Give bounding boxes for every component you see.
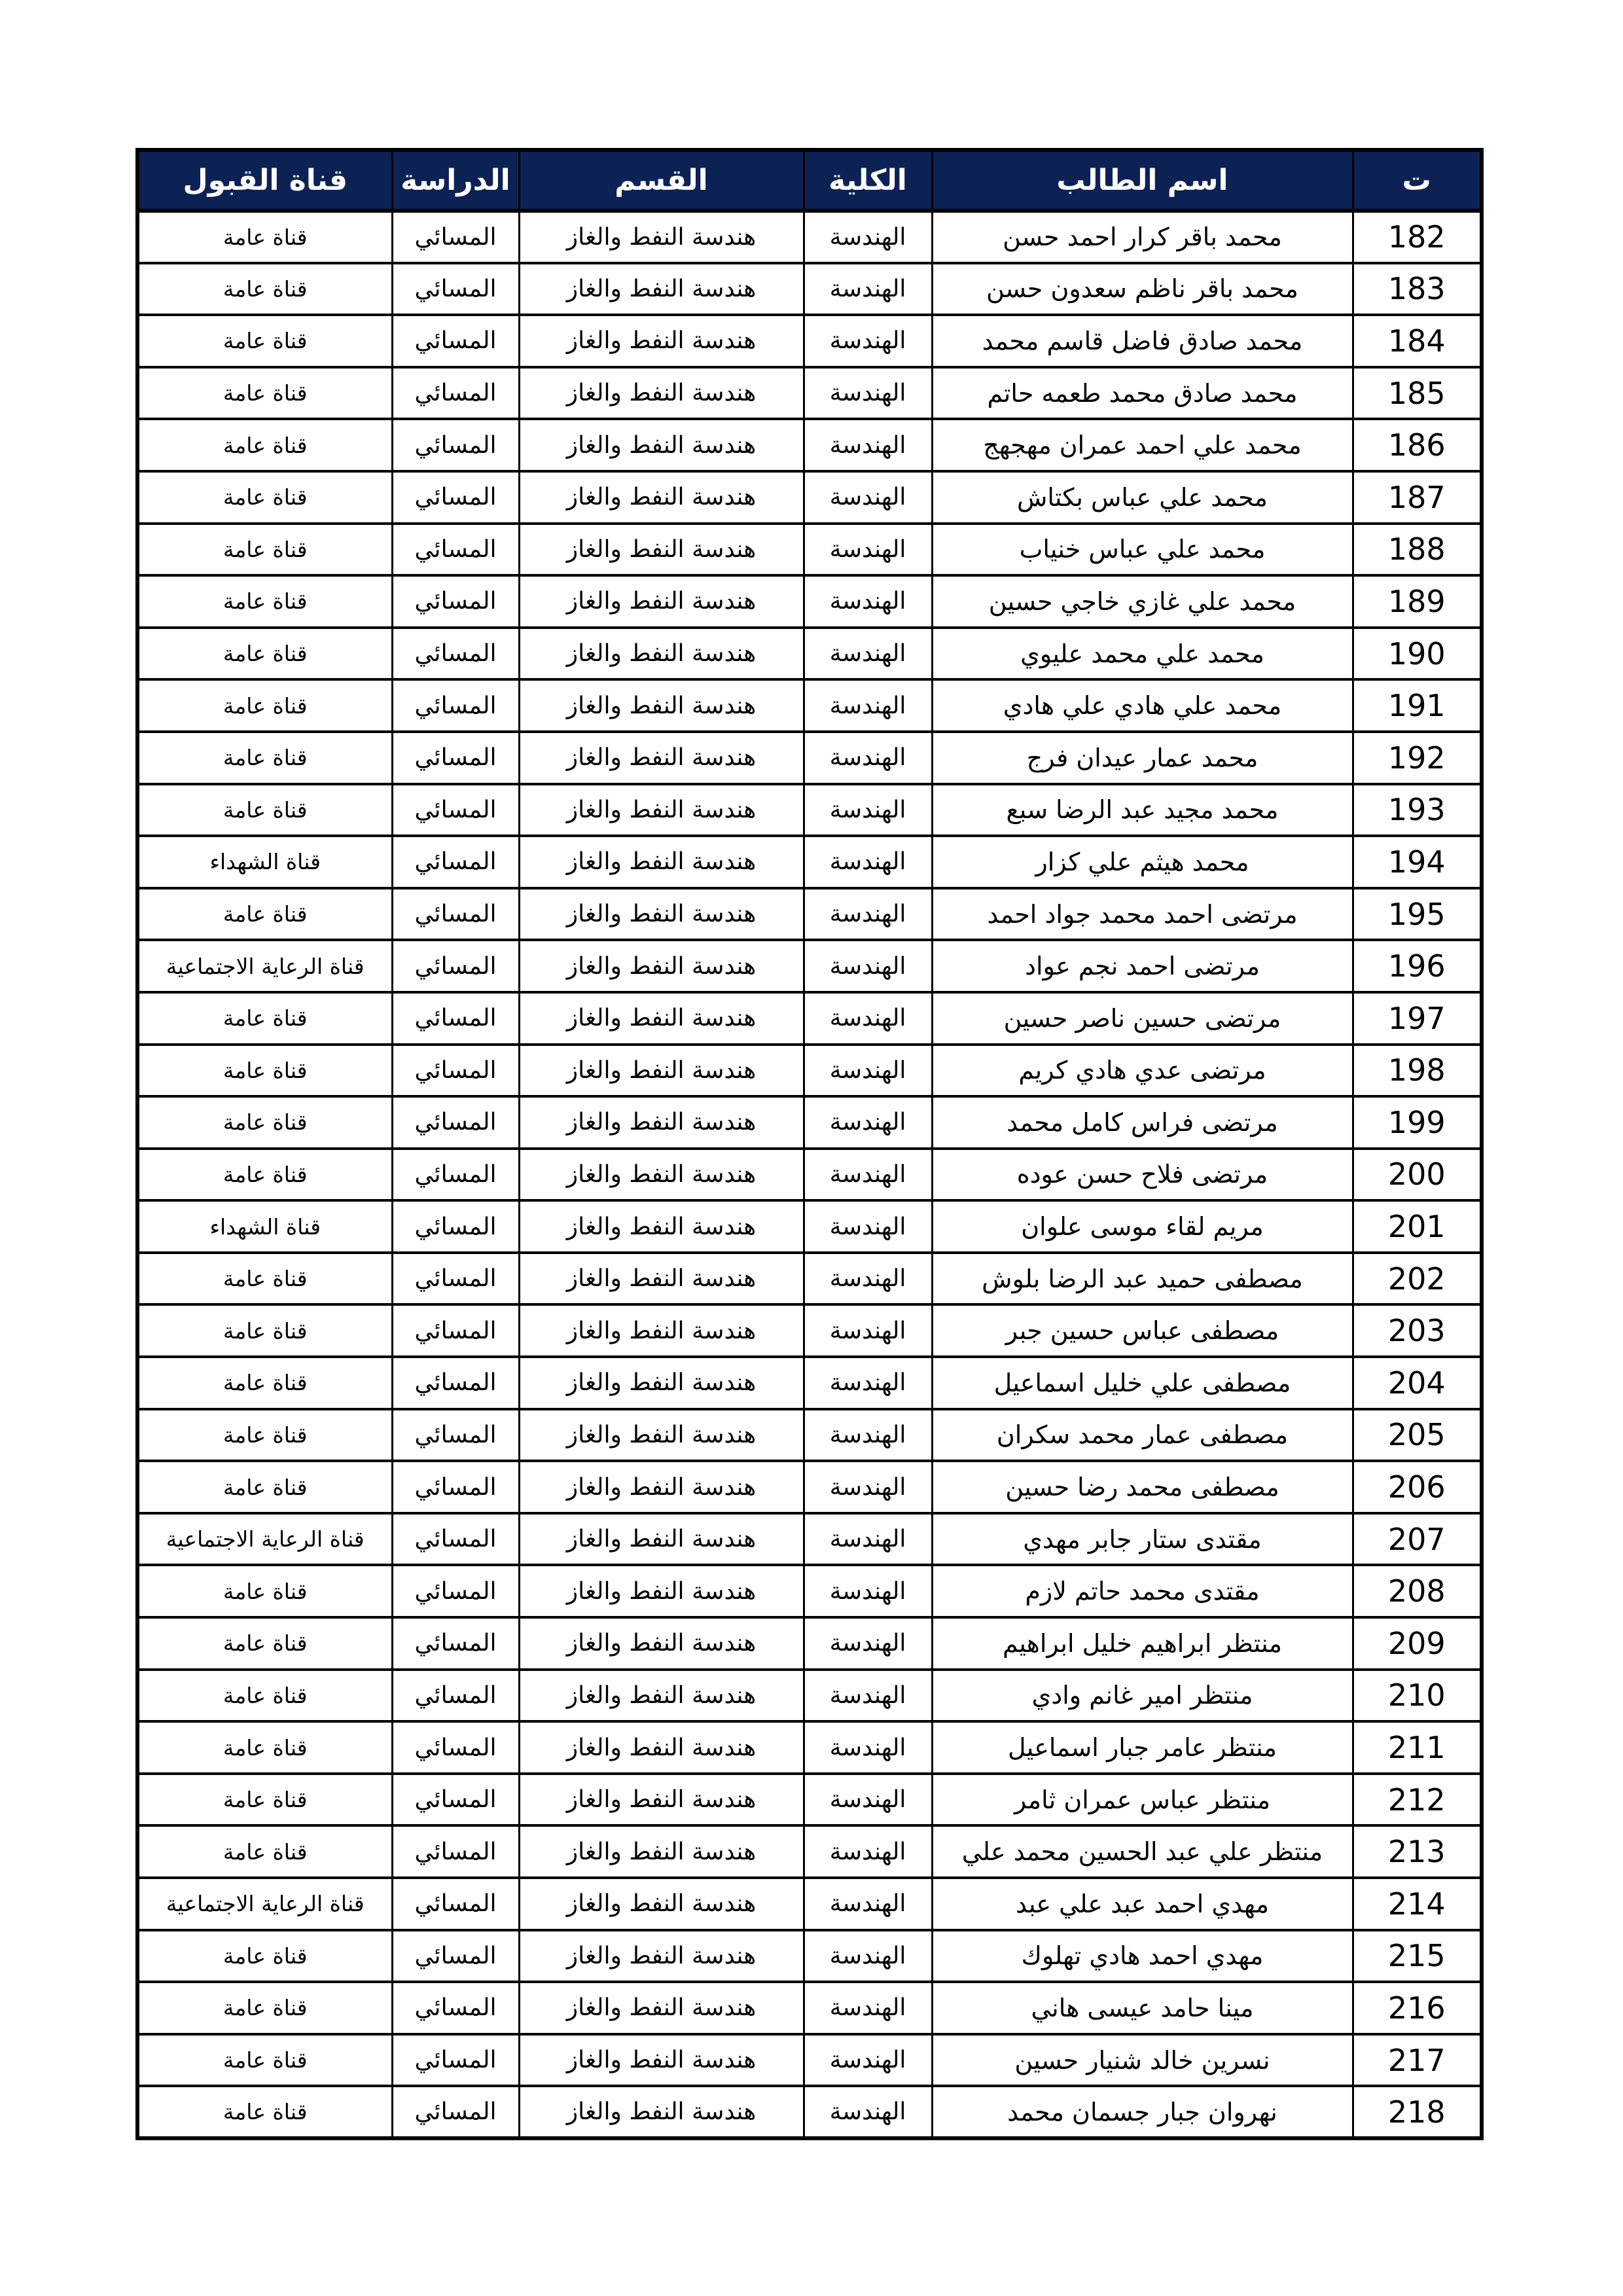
cell-serial: 214 — [1353, 1878, 1482, 1930]
cell-serial: 205 — [1353, 1409, 1482, 1462]
table-row — [137, 263, 1482, 315]
table-row — [137, 836, 1482, 888]
cell-admission-channel: قناة عامة — [137, 1825, 392, 1878]
cell-serial: 189 — [1353, 575, 1482, 628]
table-row — [137, 315, 1482, 367]
cell-study: المسائي — [392, 836, 519, 888]
cell-student-name: منتظر عامر جبار اسماعيل — [932, 1721, 1353, 1774]
table-row — [137, 888, 1482, 941]
cell-admission-channel: قناة عامة — [137, 419, 392, 471]
table-row — [137, 471, 1482, 524]
cell-admission-channel: قناة عامة — [137, 1409, 392, 1462]
cell-college: الهندسة — [804, 1253, 932, 1305]
cell-department: هندسة النفط والغاز — [519, 1774, 804, 1826]
cell-student-name: محمد علي هادي علي هادي — [932, 679, 1353, 732]
cell-study: المسائي — [392, 1357, 519, 1409]
cell-department: هندسة النفط والغاز — [519, 419, 804, 471]
cell-study: المسائي — [392, 1409, 519, 1462]
cell-admission-channel: قناة عامة — [137, 524, 392, 576]
cell-college: الهندسة — [804, 263, 932, 315]
cell-study: المسائي — [392, 628, 519, 680]
cell-college: الهندسة — [804, 575, 932, 628]
cell-study: المسائي — [392, 419, 519, 471]
cell-study: المسائي — [392, 1617, 519, 1670]
cell-admission-channel: قناة عامة — [137, 263, 392, 315]
cell-department: هندسة النفط والغاز — [519, 2034, 804, 2087]
cell-college: الهندسة — [804, 1357, 932, 1409]
cell-serial: 216 — [1353, 1982, 1482, 2034]
cell-college: الهندسة — [804, 1096, 932, 1149]
cell-department: هندسة النفط والغاز — [519, 524, 804, 576]
cell-admission-channel: قناة عامة — [137, 784, 392, 836]
cell-student-name: مرتضى فلاح حسن عوده — [932, 1149, 1353, 1201]
cell-department: هندسة النفط والغاز — [519, 1149, 804, 1201]
cell-admission-channel: قناة عامة — [137, 1461, 392, 1513]
cell-serial: 209 — [1353, 1617, 1482, 1670]
cell-admission-channel: قناة عامة — [137, 1253, 392, 1305]
cell-serial: 199 — [1353, 1096, 1482, 1149]
cell-department: هندسة النفط والغاز — [519, 315, 804, 367]
cell-department: هندسة النفط والغاز — [519, 732, 804, 784]
cell-serial: 212 — [1353, 1774, 1482, 1826]
cell-department: هندسة النفط والغاز — [519, 1982, 804, 2034]
cell-department: هندسة النفط والغاز — [519, 1409, 804, 1462]
cell-admission-channel: قناة الرعاية الاجتماعية — [137, 1878, 392, 1930]
cell-study: المسائي — [392, 1670, 519, 1722]
cell-student-name: نهروان جبار جسمان محمد — [932, 2086, 1353, 2138]
cell-college: الهندسة — [804, 784, 932, 836]
cell-study: المسائي — [392, 1565, 519, 1617]
cell-department: هندسة النفط والغاز — [519, 784, 804, 836]
table-row — [137, 1409, 1482, 1462]
cell-college: الهندسة — [804, 732, 932, 784]
cell-study: المسائي — [392, 1982, 519, 2034]
cell-college: الهندسة — [804, 1721, 932, 1774]
cell-department: هندسة النفط والغاز — [519, 1721, 804, 1774]
cell-study: المسائي — [392, 732, 519, 784]
cell-serial: 187 — [1353, 471, 1482, 524]
cell-serial: 202 — [1353, 1253, 1482, 1305]
cell-student-name: مرتضى احمد نجم عواد — [932, 940, 1353, 992]
cell-serial: 196 — [1353, 940, 1482, 992]
cell-college: الهندسة — [804, 1878, 932, 1930]
cell-admission-channel: قناة عامة — [137, 1304, 392, 1357]
cell-student-name: محمد باقر ناظم سعدون حسن — [932, 263, 1353, 315]
header-study: الدراسة — [392, 150, 519, 211]
cell-serial: 193 — [1353, 784, 1482, 836]
cell-student-name: محمد مجيد عبد الرضا سبع — [932, 784, 1353, 836]
table-row — [137, 1565, 1482, 1617]
cell-study: المسائي — [392, 367, 519, 420]
cell-serial: 190 — [1353, 628, 1482, 680]
cell-serial: 201 — [1353, 1200, 1482, 1253]
cell-department: هندسة النفط والغاز — [519, 471, 804, 524]
cell-serial: 183 — [1353, 263, 1482, 315]
cell-student-name: محمد علي محمد عليوي — [932, 628, 1353, 680]
cell-department: هندسة النفط والغاز — [519, 1513, 804, 1566]
cell-admission-channel: قناة عامة — [137, 211, 392, 263]
cell-department: هندسة النفط والغاز — [519, 888, 804, 941]
cell-department: هندسة النفط والغاز — [519, 1617, 804, 1670]
cell-student-name: مريم لقاء موسى علوان — [932, 1200, 1353, 1253]
table-row — [137, 679, 1482, 732]
cell-student-name: مصطفى عباس حسين جبر — [932, 1304, 1353, 1357]
cell-department: هندسة النفط والغاز — [519, 1045, 804, 1097]
cell-admission-channel: قناة عامة — [137, 1930, 392, 1982]
cell-admission-channel: قناة عامة — [137, 888, 392, 941]
cell-serial: 208 — [1353, 1565, 1482, 1617]
cell-college: الهندسة — [804, 1409, 932, 1462]
cell-serial: 184 — [1353, 315, 1482, 367]
table-row — [137, 628, 1482, 680]
cell-admission-channel: قناة عامة — [137, 679, 392, 732]
cell-study: المسائي — [392, 1304, 519, 1357]
cell-study: المسائي — [392, 524, 519, 576]
cell-department: هندسة النفط والغاز — [519, 836, 804, 888]
cell-admission-channel: قناة عامة — [137, 1721, 392, 1774]
cell-student-name: محمد باقر كرار احمد حسن — [932, 211, 1353, 263]
cell-student-name: مرتضى فراس كامل محمد — [932, 1096, 1353, 1149]
table-row — [137, 1253, 1482, 1305]
cell-serial: 204 — [1353, 1357, 1482, 1409]
header-student-name: اسم الطالب — [932, 150, 1353, 211]
cell-student-name: نسرين خالد شنيار حسين — [932, 2034, 1353, 2087]
cell-student-name: منتظر علي عبد الحسين محمد علي — [932, 1825, 1353, 1878]
cell-college: الهندسة — [804, 1982, 932, 2034]
cell-student-name: مصطفى علي خليل اسماعيل — [932, 1357, 1353, 1409]
table-row — [137, 1513, 1482, 1566]
cell-college: الهندسة — [804, 211, 932, 263]
cell-admission-channel: قناة عامة — [137, 2086, 392, 2138]
cell-department: هندسة النفط والغاز — [519, 263, 804, 315]
cell-department: هندسة النفط والغاز — [519, 2086, 804, 2138]
cell-study: المسائي — [392, 1149, 519, 1201]
cell-student-name: محمد هيثم علي كزار — [932, 836, 1353, 888]
cell-student-name: محمد صادق محمد طعمه حاتم — [932, 367, 1353, 420]
cell-admission-channel: قناة عامة — [137, 1617, 392, 1670]
cell-study: المسائي — [392, 940, 519, 992]
cell-college: الهندسة — [804, 992, 932, 1045]
cell-admission-channel: قناة عامة — [137, 628, 392, 680]
cell-college: الهندسة — [804, 1565, 932, 1617]
cell-student-name: محمد علي عباس خنياب — [932, 524, 1353, 576]
cell-study: المسائي — [392, 1096, 519, 1149]
cell-college: الهندسة — [804, 1513, 932, 1566]
cell-serial: 211 — [1353, 1721, 1482, 1774]
cell-admission-channel: قناة عامة — [137, 732, 392, 784]
header-row — [137, 150, 1482, 211]
cell-department: هندسة النفط والغاز — [519, 1825, 804, 1878]
cell-study: المسائي — [392, 263, 519, 315]
cell-serial: 207 — [1353, 1513, 1482, 1566]
header-serial: ت — [1353, 150, 1482, 211]
cell-study: المسائي — [392, 992, 519, 1045]
cell-student-name: منتظر ابراهيم خليل ابراهيم — [932, 1617, 1353, 1670]
cell-admission-channel: قناة عامة — [137, 1357, 392, 1409]
cell-department: هندسة النفط والغاز — [519, 628, 804, 680]
cell-study: المسائي — [392, 1721, 519, 1774]
cell-college: الهندسة — [804, 1930, 932, 1982]
cell-serial: 192 — [1353, 732, 1482, 784]
table-row — [137, 1045, 1482, 1097]
cell-serial: 186 — [1353, 419, 1482, 471]
cell-study: المسائي — [392, 1878, 519, 1930]
table-row — [137, 940, 1482, 992]
cell-admission-channel: قناة الرعاية الاجتماعية — [137, 940, 392, 992]
table-row — [137, 1617, 1482, 1670]
cell-study: المسائي — [392, 211, 519, 263]
cell-admission-channel: قناة عامة — [137, 1565, 392, 1617]
cell-serial: 213 — [1353, 1825, 1482, 1878]
table-row — [137, 2034, 1482, 2087]
cell-department: هندسة النفط والغاز — [519, 1357, 804, 1409]
cell-serial: 200 — [1353, 1149, 1482, 1201]
table-row — [137, 1878, 1482, 1930]
cell-study: المسائي — [392, 1200, 519, 1253]
cell-college: الهندسة — [804, 1617, 932, 1670]
cell-study: المسائي — [392, 1461, 519, 1513]
table-row — [137, 1461, 1482, 1513]
cell-department: هندسة النفط والغاز — [519, 1670, 804, 1722]
table-row — [137, 1721, 1482, 1774]
cell-student-name: منتظر عباس عمران ثامر — [932, 1774, 1353, 1826]
cell-department: هندسة النفط والغاز — [519, 679, 804, 732]
cell-admission-channel: قناة عامة — [137, 1045, 392, 1097]
table-row — [137, 575, 1482, 628]
cell-college: الهندسة — [804, 471, 932, 524]
cell-serial: 182 — [1353, 211, 1482, 263]
cell-college: الهندسة — [804, 628, 932, 680]
cell-student-name: مصطفى محمد رضا حسين — [932, 1461, 1353, 1513]
cell-department: هندسة النفط والغاز — [519, 1200, 804, 1253]
cell-student-name: منتظر امير غانم وادي — [932, 1670, 1353, 1722]
table-row — [137, 784, 1482, 836]
cell-study: المسائي — [392, 1513, 519, 1566]
cell-study: المسائي — [392, 2086, 519, 2138]
cell-serial: 198 — [1353, 1045, 1482, 1097]
table-row — [137, 1774, 1482, 1826]
cell-college: الهندسة — [804, 1461, 932, 1513]
table-row — [137, 2086, 1482, 2138]
cell-serial: 210 — [1353, 1670, 1482, 1722]
cell-college: الهندسة — [804, 367, 932, 420]
cell-department: هندسة النفط والغاز — [519, 940, 804, 992]
cell-study: المسائي — [392, 784, 519, 836]
cell-student-name: مصطفى حميد عبد الرضا بلوش — [932, 1253, 1353, 1305]
cell-student-name: مرتضى عدي هادي كريم — [932, 1045, 1353, 1097]
table-row — [137, 1982, 1482, 2034]
cell-department: هندسة النفط والغاز — [519, 1253, 804, 1305]
cell-admission-channel: قناة عامة — [137, 2034, 392, 2087]
table-row — [137, 367, 1482, 420]
cell-college: الهندسة — [804, 1774, 932, 1826]
cell-serial: 217 — [1353, 2034, 1482, 2087]
cell-department: هندسة النفط والغاز — [519, 1878, 804, 1930]
cell-serial: 218 — [1353, 2086, 1482, 2138]
cell-admission-channel: قناة الشهداء — [137, 836, 392, 888]
cell-department: هندسة النفط والغاز — [519, 575, 804, 628]
students-admission-table — [135, 148, 1484, 2140]
cell-student-name: مهدي احمد هادي تهلوك — [932, 1930, 1353, 1982]
table-row — [137, 1825, 1482, 1878]
table-row — [137, 1200, 1482, 1253]
cell-admission-channel: قناة عامة — [137, 1982, 392, 2034]
table-row — [137, 1357, 1482, 1409]
cell-study: المسائي — [392, 575, 519, 628]
cell-college: الهندسة — [804, 524, 932, 576]
cell-serial: 206 — [1353, 1461, 1482, 1513]
cell-study: المسائي — [392, 1774, 519, 1826]
cell-study: المسائي — [392, 315, 519, 367]
table-row — [137, 1149, 1482, 1201]
cell-student-name: محمد صادق فاضل قاسم محمد — [932, 315, 1353, 367]
table-row — [137, 1096, 1482, 1149]
table-row — [137, 419, 1482, 471]
cell-department: هندسة النفط والغاز — [519, 1096, 804, 1149]
table-row — [137, 524, 1482, 576]
table-row — [137, 732, 1482, 784]
header-department: القسم — [519, 150, 804, 211]
cell-department: هندسة النفط والغاز — [519, 1930, 804, 1982]
cell-admission-channel: قناة عامة — [137, 315, 392, 367]
cell-department: هندسة النفط والغاز — [519, 1304, 804, 1357]
cell-admission-channel: قناة عامة — [137, 471, 392, 524]
table-header — [137, 150, 1482, 211]
cell-study: المسائي — [392, 2034, 519, 2087]
table-row — [137, 1304, 1482, 1357]
cell-department: هندسة النفط والغاز — [519, 211, 804, 263]
cell-student-name: مينا حامد عيسى هاني — [932, 1982, 1353, 2034]
cell-serial: 188 — [1353, 524, 1482, 576]
cell-admission-channel: قناة عامة — [137, 1670, 392, 1722]
table-row — [137, 992, 1482, 1045]
cell-department: هندسة النفط والغاز — [519, 1461, 804, 1513]
cell-student-name: محمد علي غازي خاجي حسين — [932, 575, 1353, 628]
cell-student-name: محمد علي احمد عمران مهجهج — [932, 419, 1353, 471]
cell-college: الهندسة — [804, 679, 932, 732]
cell-department: هندسة النفط والغاز — [519, 1565, 804, 1617]
cell-study: المسائي — [392, 1825, 519, 1878]
cell-student-name: مقتدى ستار جابر مهدي — [932, 1513, 1353, 1566]
cell-study: المسائي — [392, 679, 519, 732]
cell-serial: 185 — [1353, 367, 1482, 420]
cell-college: الهندسة — [804, 1670, 932, 1722]
cell-college: الهندسة — [804, 940, 932, 992]
cell-admission-channel: قناة عامة — [137, 1096, 392, 1149]
cell-admission-channel: قناة الرعاية الاجتماعية — [137, 1513, 392, 1566]
cell-admission-channel: قناة الشهداء — [137, 1200, 392, 1253]
cell-college: الهندسة — [804, 888, 932, 941]
cell-study: المسائي — [392, 888, 519, 941]
cell-serial: 195 — [1353, 888, 1482, 941]
cell-admission-channel: قناة عامة — [137, 1149, 392, 1201]
cell-department: هندسة النفط والغاز — [519, 992, 804, 1045]
header-college: الكلية — [804, 150, 932, 211]
cell-college: الهندسة — [804, 2086, 932, 2138]
cell-serial: 197 — [1353, 992, 1482, 1045]
cell-study: المسائي — [392, 1930, 519, 1982]
cell-serial: 215 — [1353, 1930, 1482, 1982]
cell-college: الهندسة — [804, 419, 932, 471]
cell-study: المسائي — [392, 1253, 519, 1305]
cell-college: الهندسة — [804, 2034, 932, 2087]
table-body — [137, 211, 1482, 2138]
cell-college: الهندسة — [804, 1304, 932, 1357]
cell-department: هندسة النفط والغاز — [519, 367, 804, 420]
cell-study: المسائي — [392, 1045, 519, 1097]
cell-study: المسائي — [392, 471, 519, 524]
table-row — [137, 1930, 1482, 1982]
cell-college: الهندسة — [804, 836, 932, 888]
cell-admission-channel: قناة عامة — [137, 367, 392, 420]
table-row — [137, 1670, 1482, 1722]
table-row — [137, 211, 1482, 263]
cell-college: الهندسة — [804, 1045, 932, 1097]
cell-student-name: مقتدى محمد حاتم لازم — [932, 1565, 1353, 1617]
cell-college: الهندسة — [804, 1149, 932, 1201]
cell-student-name: مهدي احمد عبد علي عبد — [932, 1878, 1353, 1930]
header-admission-channel: قناة القبول — [137, 150, 392, 211]
cell-serial: 191 — [1353, 679, 1482, 732]
cell-admission-channel: قناة عامة — [137, 992, 392, 1045]
cell-college: الهندسة — [804, 1200, 932, 1253]
cell-serial: 194 — [1353, 836, 1482, 888]
cell-college: الهندسة — [804, 315, 932, 367]
cell-student-name: محمد عمار عيدان فرج — [932, 732, 1353, 784]
cell-serial: 203 — [1353, 1304, 1482, 1357]
cell-student-name: مصطفى عمار محمد سكران — [932, 1409, 1353, 1462]
cell-college: الهندسة — [804, 1825, 932, 1878]
cell-admission-channel: قناة عامة — [137, 1774, 392, 1826]
cell-student-name: مرتضى احمد محمد جواد احمد — [932, 888, 1353, 941]
cell-student-name: مرتضى حسين ناصر حسين — [932, 992, 1353, 1045]
cell-student-name: محمد علي عباس بكتاش — [932, 471, 1353, 524]
cell-admission-channel: قناة عامة — [137, 575, 392, 628]
